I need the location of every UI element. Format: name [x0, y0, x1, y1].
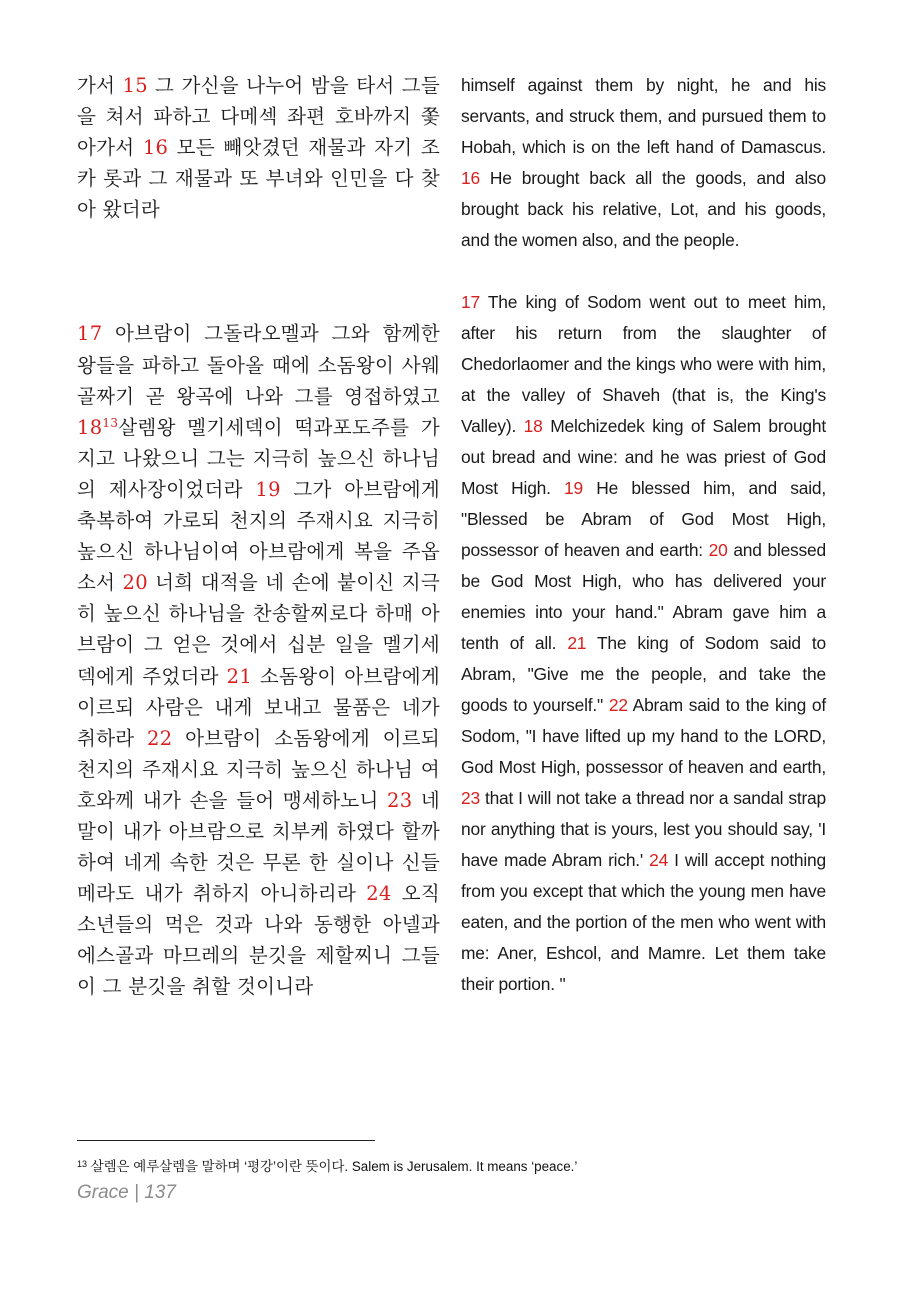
english-column	[461, 70, 826, 1000]
english-paragraph	[461, 70, 826, 256]
verse-number: 20	[708, 540, 728, 560]
verse-number: 22	[147, 726, 173, 750]
verse-text: 그 가신을 나누어 밤을 타서 그들을 쳐서 파하고 다메섹 좌편 호바까지 쫓아가서	[77, 74, 440, 160]
verse-text: 아브람이 그돌라오멜과 그와 함께한 왕들을 파하고 돌아올 때에 소돔왕이 사웨 골짜기 곧 왕곡에 나와 그를 영접하였고	[77, 322, 440, 408]
verse-number: 21	[567, 633, 587, 653]
verse-text: that I will not take a thread nor a sandal strap nor anything that is yours, lest you should say, 'I have made Abram rich.'	[461, 788, 826, 870]
verse-text: 아브람이 소돔왕에게 이르되 천지의 주재시요 지극히 높으신 하나님 여호와께 내가 손을 들어 맹세하노니	[77, 726, 440, 812]
verse-text: 소돔왕이 아브람에게 이르되 사람은 내게 보내고 물품은 네가 취하라	[77, 664, 440, 750]
verse-text: The king of Sodom went out to meet him, after his return from the slaughter of Chedorlaomer and the kings who were with him, at the valley of Shaveh (that is, the King's Valley).	[461, 292, 826, 436]
verse-number: 19	[255, 477, 281, 501]
verse-number: 23	[461, 788, 480, 808]
verse-text: 오직 소년들의 먹은 것과 나와 동행한 아넬과 에스골과 마므레의 분깃을 제할찌니 그들이 그 분깃을 취할 것이니라	[77, 882, 440, 999]
footnote	[77, 1158, 857, 1176]
verse-number: 21	[226, 664, 253, 688]
verse-text: 너희 대적을 네 손에 붙이신 지극히 높으신 하나님을 찬송할찌로다 하매 아브람이 그 얻은 것에서 십분 일을 멜기세덱에게 주었더라	[77, 571, 440, 688]
verse-text: 모든 빼앗겼던 재물과 자기 조카 롯과 그 재물과 또 부녀와 인민을 다 찾아 왔더라	[77, 136, 440, 222]
verse-number: 15	[122, 74, 148, 97]
verse-number: 23	[387, 788, 413, 812]
verse-text: He blessed him, and said, "Blessed be Abram of God Most High, possessor of heaven and earth:	[461, 478, 826, 560]
korean-column	[77, 70, 440, 1003]
footnote-marker: 13	[77, 1159, 88, 1169]
footnote-text: 살렘은 예루살렘을 말하며 ‘평강’이란 뜻이다. Salem is Jerusalem. It means ‘peace.’	[87, 1159, 578, 1174]
verse-number: 18	[523, 416, 543, 436]
footnote-separator	[77, 1140, 375, 1141]
verse-text: Melchizedek king of Salem brought out bread and wine: and he was priest of God Most High.	[461, 416, 826, 498]
verse-number: 16	[142, 136, 169, 160]
english-paragraph	[461, 287, 826, 1000]
verse-number: 18	[77, 415, 103, 439]
verse-text: 그가 아브람에게 축복하여 가로되 천지의 주재시요 지극히 높으신 하나님이여 아브람에게 복을 주옵소서	[77, 477, 440, 595]
verse-text: He brought back all the goods, and also brought back his relative, Lot, and his goods, and the women also, and the people.	[461, 168, 826, 250]
verse-number: 19	[564, 478, 583, 498]
verse-text: 가서	[77, 74, 123, 97]
verse-number: 20	[122, 571, 148, 595]
korean-paragraph	[77, 318, 440, 1002]
verse-number: 22	[608, 695, 628, 715]
verse-text: and blessed be God Most High, who has delivered your enemies into your hand." Abram gave him a tenth of all.	[461, 540, 826, 653]
korean-paragraph	[77, 70, 440, 225]
verse-number: 17	[461, 292, 480, 312]
verse-text: I will accept nothing from you except that which the young men have eaten, and the portion of the men who went with me: Aner, Eshcol, and Mamre. Let them take their portion. "	[461, 850, 826, 994]
page-footer: Grace | 137	[77, 1182, 176, 1203]
footnote-reference: 13	[102, 415, 119, 430]
verse-number: 17	[77, 322, 103, 346]
verse-number: 24	[366, 882, 392, 906]
verse-text: Abram said to the king of Sodom, "I have lifted up my hand to the LORD, God Most High, possessor of heaven and earth,	[461, 695, 826, 777]
verse-text: The king of Sodom said to Abram, "Give me the people, and take the goods to yourself."	[461, 633, 827, 715]
verse-text: himself against them by night, he and his servants, and struck them, and pursued them to Hobah, which is on the left hand of Damascus.	[461, 75, 826, 157]
verse-text: 살렘왕 멜기세덱이 떡과포도주를 가지고 나왔으니 그는 지극히 높으신 하나님의 제사장이었더라	[77, 415, 440, 501]
verse-number: 24	[649, 850, 669, 870]
verse-text: 네 말이 내가 아브람으로 치부케 하였다 할까 하여 네게 속한 것은 무론 한 실이나 신들메라도 내가 취하지 아니하리라	[77, 788, 440, 906]
verse-number: 16	[461, 168, 480, 188]
